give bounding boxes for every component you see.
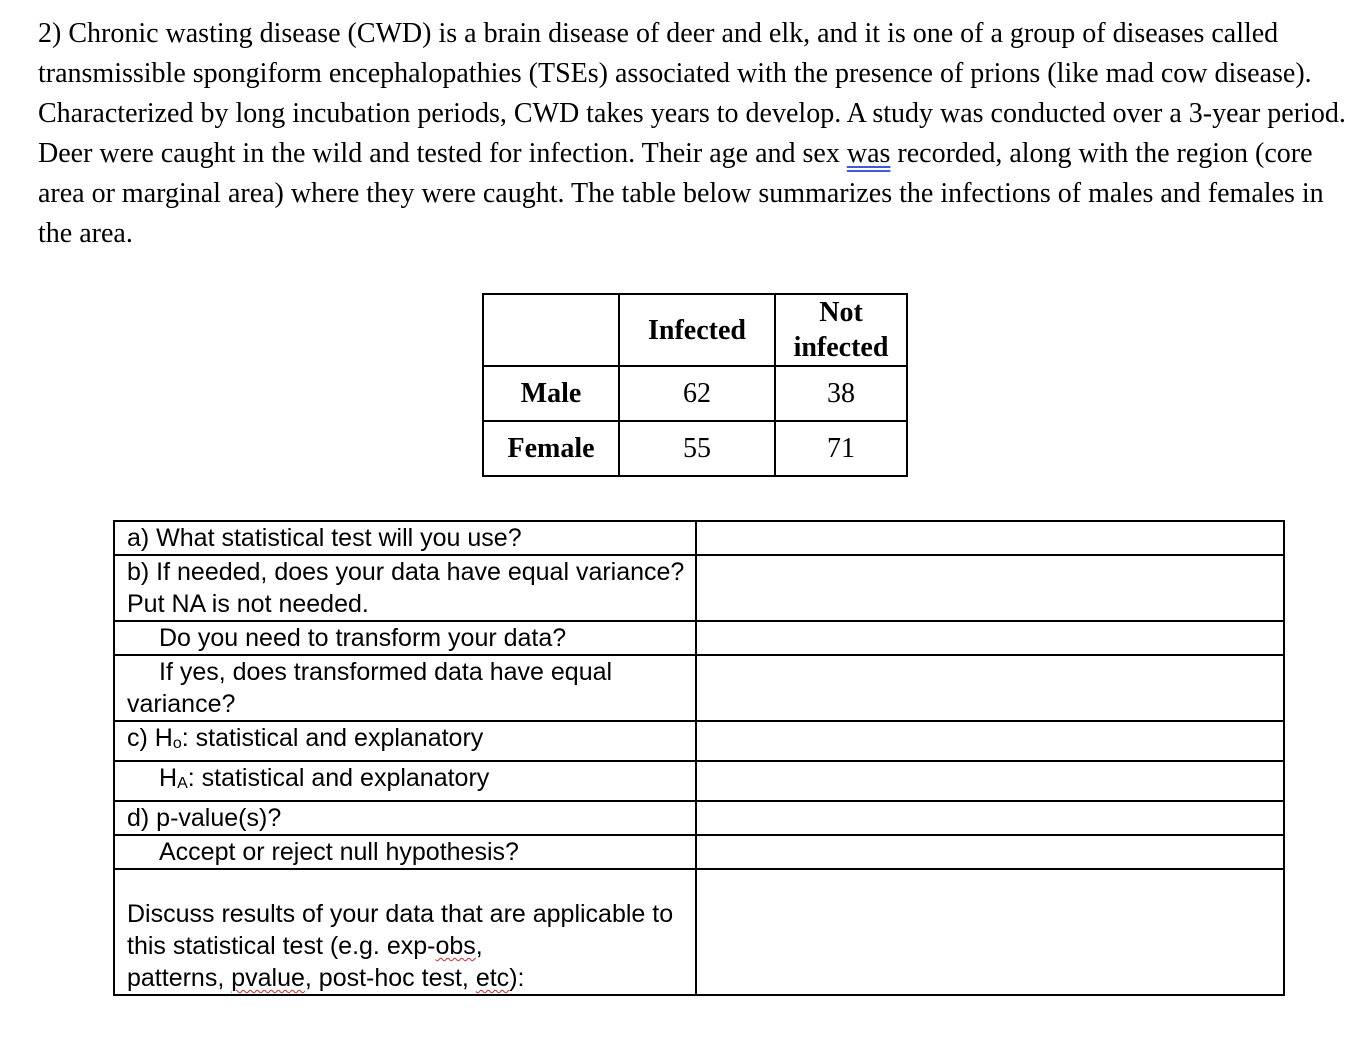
question-transform-text: Do you need to transform your data? (159, 624, 567, 652)
discuss-text-5: ): (509, 964, 525, 992)
answer-cell-transformed-variance[interactable] (696, 655, 1284, 721)
question-a: a) What statistical test will you use? (114, 521, 696, 555)
ha-subscript: A (177, 775, 188, 792)
discuss-text-4: , post-hoc test, (304, 964, 476, 992)
qa-row-transformed-variance (114, 655, 1284, 721)
cell-male-not-infected: 38 (775, 366, 907, 421)
h0-subscript: o (172, 735, 182, 752)
qa-row-test (114, 521, 1284, 555)
table-row-male (483, 366, 907, 421)
question-discuss (114, 869, 696, 995)
qa-row-h0 (114, 721, 1284, 761)
question-transformed-variance (114, 655, 696, 721)
cell-male-infected: 62 (619, 366, 775, 421)
discuss-etc: etc (475, 964, 510, 992)
intro-text-1: 2) Chronic wasting disease (CWD) is a brain disease of deer and elk, and it is one of a group of diseases called transmissible spongiform encephalopathies (TSEs) associated with the presence of prions (like mad cow disease). Characterized by long incubation periods, CWD takes years to develop. A study was conducted over a 3-year period. Deer were caught in the wild and tested for infection. Their age and sex (38, 18, 1346, 169)
discuss-obs: obs (435, 932, 476, 960)
header-corner (483, 294, 619, 366)
discuss-pvalue: pvalue (231, 964, 305, 992)
ha-rest: : statistical and explanatory (187, 764, 490, 792)
question-c-null-hypothesis (114, 721, 696, 761)
qa-row-ha (114, 761, 1284, 801)
question-d: d) p-value(s)? (114, 801, 696, 835)
answer-cell-d[interactable] (696, 801, 1284, 835)
discuss-text-2: , (475, 932, 483, 960)
answer-cell-transform[interactable] (696, 621, 1284, 655)
qa-row-accept (114, 835, 1284, 869)
question-accept-reject (114, 835, 696, 869)
ha-prefix: H (159, 764, 178, 792)
intro-text-2: recorded, along with the region (core area or marginal area) where they were caught. The table below summarizes the infections of males and females in the area. (38, 138, 1324, 249)
qa-row-variance (114, 555, 1284, 621)
answer-cell-accept[interactable] (696, 835, 1284, 869)
h0-rest: : statistical and explanatory (181, 724, 484, 752)
cell-female-not-infected: 71 (775, 421, 907, 476)
question-transform (114, 621, 696, 655)
answer-cell-h0[interactable] (696, 721, 1284, 761)
qa-row-discuss (114, 869, 1284, 995)
discuss-text-1: Discuss results of your data that are applicable to this statistical test (e.g. exp- (127, 900, 674, 960)
header-not-infected-label: Not infected (793, 297, 889, 363)
question-alt-hypothesis (114, 761, 696, 801)
qa-row-transform (114, 621, 1284, 655)
answer-cell-discuss[interactable] (696, 869, 1284, 995)
question-answer-table (113, 520, 1285, 996)
ha-line (127, 762, 691, 800)
table-row-female (483, 421, 907, 476)
question-transformed-variance-line2: variance? (127, 690, 236, 718)
header-not-infected (775, 294, 907, 366)
question-accept-reject-text: Accept or reject null hypothesis? (159, 838, 519, 866)
h0-prefix: c) H (127, 724, 173, 752)
answer-cell-ha[interactable] (696, 761, 1284, 801)
infection-contingency-table (482, 293, 908, 477)
table-header-row (483, 294, 907, 366)
cell-female-infected: 55 (619, 421, 775, 476)
qa-row-pvalue (114, 801, 1284, 835)
row-label-female: Female (483, 421, 619, 476)
question-transformed-variance-line1: If yes, does transformed data have equal (159, 658, 613, 686)
problem-statement (38, 14, 1348, 254)
intro-underlined-word: was (846, 138, 891, 169)
row-label-male: Male (483, 366, 619, 421)
answer-cell-b[interactable] (696, 555, 1284, 621)
answer-cell-a[interactable] (696, 521, 1284, 555)
question-b: b) If needed, does your data have equal variance? Put NA is not needed. (114, 555, 696, 621)
discuss-text-3: patterns, (127, 964, 232, 992)
header-infected: Infected (619, 294, 775, 366)
